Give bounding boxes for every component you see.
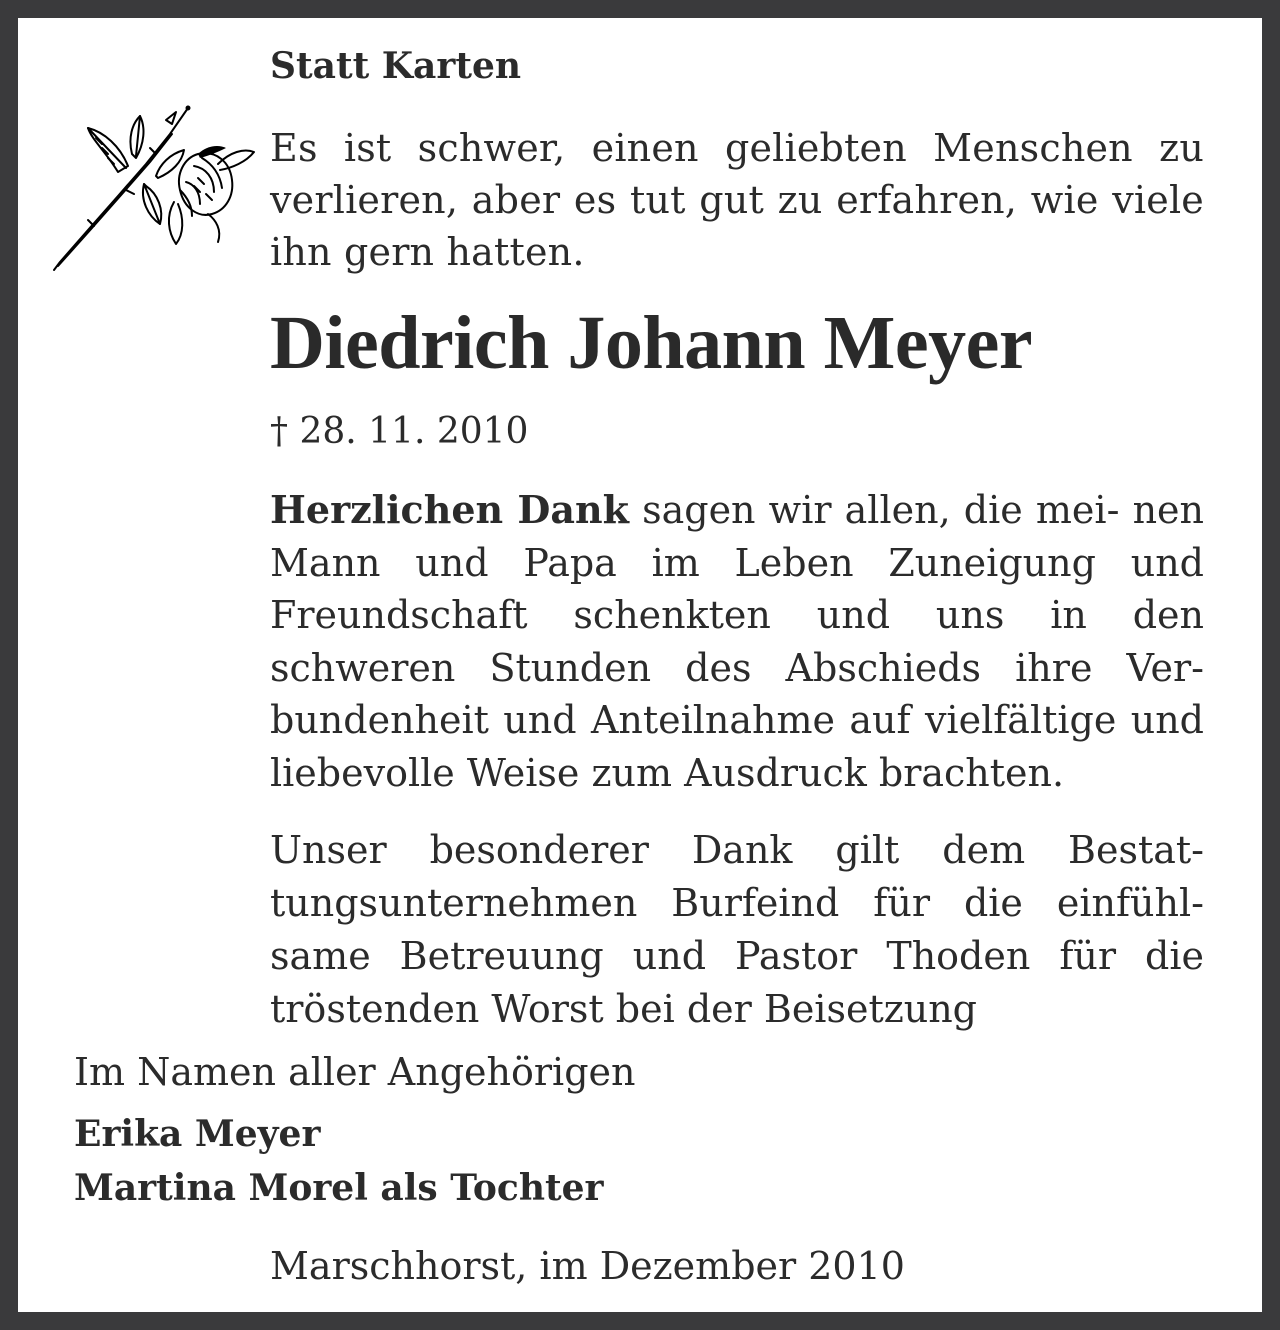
- obituary-notice: [18, 18, 1262, 1312]
- special-thanks-line: tröstenden Worst bei der Beisetzung: [270, 987, 978, 1031]
- special-thanks-line: Unser besonderer Dank gilt dem Bestat-: [270, 828, 1204, 872]
- intro-line: verlieren, aber es tut gut zu erfahren, wie: [270, 178, 1099, 222]
- thanks-paragraph: [270, 484, 1204, 799]
- signer-name: Erika Meyer: [74, 1113, 321, 1155]
- thanks-line: schweren Stunden des Abschieds ihre Ver-: [270, 645, 1204, 690]
- signer-name: Martina Morel als Tochter: [74, 1167, 604, 1209]
- on-behalf-text: Im Namen aller Angehörigen: [74, 1050, 636, 1094]
- death-date: † 28. 11. 2010: [270, 411, 529, 452]
- intro-text: [270, 122, 1204, 278]
- special-thanks-paragraph: [270, 824, 1204, 1036]
- thanks-line: sagen wir allen, die mei-: [628, 488, 1120, 532]
- thanks-line: bundenheit und Anteilnahme auf vielfältige: [270, 698, 1117, 742]
- rose-icon: [48, 98, 270, 278]
- deceased-name: Diedrich Johann Meyer: [270, 301, 1033, 385]
- thanks-line: und liebevolle Weise zum Ausdruck brachten.: [270, 698, 1204, 795]
- statt-karten-heading: Statt Karten: [270, 45, 522, 87]
- thanks-line: und Freundschaft schenkten und uns in den: [270, 540, 1204, 637]
- special-thanks-line: tungsunternehmen Burfeind für die einfühl-: [270, 881, 1204, 925]
- intro-line: viele ihn gern hatten.: [270, 178, 1204, 274]
- thanks-lead: Herzlichen Dank: [270, 487, 629, 532]
- place-date: Marschhorst, im Dezember 2010: [270, 1244, 905, 1288]
- intro-line: Es ist schwer, einen geliebten Menschen zu: [270, 126, 1204, 170]
- thanks-line: nen Mann und Papa im Leben Zuneigung: [270, 488, 1204, 585]
- special-thanks-line: same Betreuung und Pastor Thoden für die: [270, 934, 1204, 978]
